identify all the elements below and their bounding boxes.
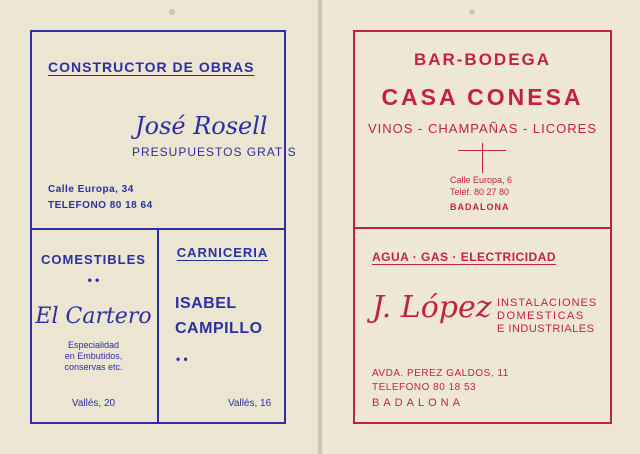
comestibles-address: Vallés, 20 [71, 398, 116, 409]
bar-name: CASA CONESA [381, 84, 584, 110]
staple-hole [469, 9, 475, 15]
lopez-city: BADALONA [372, 397, 464, 409]
constructor-tagline: PRESUPUESTOS GRATIS [132, 145, 297, 159]
constructor-address: Calle Europa, 34 [48, 184, 134, 195]
constructor-phone: TELEFONO 80 18 64 [48, 200, 153, 211]
lopez-services: INSTALACIONES [497, 297, 598, 309]
lopez-heading: AGUA · GAS · ELECTRICIDAD [372, 250, 557, 264]
comestibles-heading: COMESTIBLES [41, 252, 146, 267]
lopez-phone: TELEFONO 80 18 53 [372, 382, 477, 393]
bar-ornament-line [482, 143, 483, 173]
carniceria-address: Vallés, 16 [228, 398, 272, 409]
constructor-heading: CONSTRUCTOR DE OBRAS [48, 59, 255, 75]
comestibles-description: Especialidad [67, 340, 120, 350]
bar-products: VINOS - CHAMPAÑAS - LICORES [367, 121, 597, 136]
lopez-address: AVDA. PEREZ GALDOS, 11 [372, 368, 509, 379]
bar-address: Calle Europa, 6 [450, 175, 513, 185]
carniceria-name: CAMPILLO [175, 320, 263, 337]
comestibles-bullets: • • [87, 273, 100, 287]
carniceria-bullets: • • [176, 352, 188, 366]
bar-city: BADALONA [450, 202, 510, 212]
comestibles-description: conservas etc. [64, 362, 123, 372]
staple-hole [169, 9, 175, 15]
carniceria-name: ISABEL [175, 295, 237, 312]
carniceria-heading: CARNICERIA [176, 245, 269, 260]
lopez-name: J. López [372, 290, 492, 325]
bar-phone: Teléf. 80 27 80 [450, 187, 510, 197]
right-divider-horizontal [353, 227, 612, 229]
constructor-name: José Rosell [135, 112, 268, 140]
lopez-services: E INDUSTRIALES [497, 323, 595, 335]
comestibles-name: El Cartero [35, 304, 152, 329]
bar-heading: BAR-BODEGA [413, 50, 552, 69]
lopez-services: DOMESTICAS [497, 310, 585, 322]
comestibles-description: en Embutidos, [64, 351, 123, 361]
page-gutter [318, 0, 322, 454]
